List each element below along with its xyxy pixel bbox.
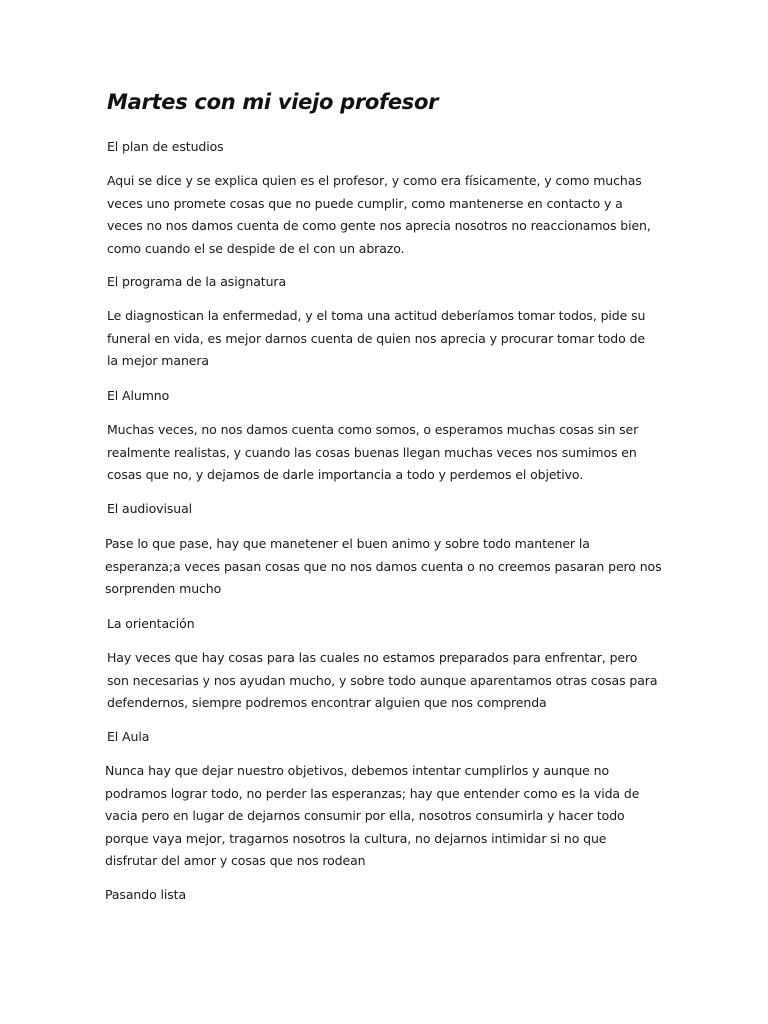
paragraph-line: Nunca hay que dejar nuestro objetivos, debemos intentar cumplirlos y aunque no	[105, 763, 610, 778]
section-paragraph-el-aula	[105, 760, 639, 873]
paragraph-line: sorprenden mucho	[105, 581, 222, 596]
section-heading-el-alumno: El Alumno	[107, 388, 170, 403]
paragraph-line: Le diagnostican la enfermedad, y el toma una actitud deberíamos tomar todos, pide su	[107, 308, 646, 323]
paragraph-line: Muchas veces, no nos damos cuenta como somos, o esperamos muchas cosas sin ser	[107, 422, 639, 437]
paragraph-line: son necesarias y nos ayudan mucho, y sobre todo aunque aparentamos otras cosas para	[107, 672, 658, 688]
paragraph-line: defendernos, siempre podremos encontrar alguien que nos comprenda	[107, 695, 547, 710]
paragraph-line: veces uno promete cosas que no puede cumplir, como mantenerse en contacto y a	[107, 195, 623, 211]
section-heading-el-audiovisual: El audiovisual	[107, 501, 193, 516]
paragraph-line: realmente realistas, y cuando las cosas buenas llegan muchas veces nos sumimos en	[107, 444, 637, 460]
paragraph-line: como cuando el se despide de el con un abrazo.	[107, 240, 405, 256]
paragraph-line: Hay veces que hay cosas para las cuales no estamos preparados para enfrentar, pero	[107, 650, 638, 665]
section-paragraph-el-audiovisual	[105, 533, 662, 601]
section-heading-el-aula: El Aula	[107, 729, 150, 744]
section-heading-plan-de-estudios: El plan de estudios	[107, 139, 224, 154]
section-paragraph-el-alumno	[107, 419, 638, 487]
paragraph-line: podramos lograr todo, no perder las esperanzas; hay que entender como es la vida de	[105, 785, 640, 801]
paragraph-line: esperanza;a veces pasan cosas que no nos damos cuenta o no creemos pasaran pero nos	[105, 558, 662, 574]
section-paragraph-plan-de-estudios	[107, 170, 651, 260]
section-heading-programa-asignatura: El programa de la asignatura	[107, 274, 287, 289]
section-paragraph-la-orientacion	[107, 647, 657, 715]
section-heading-pasando-lista: Pasando lista	[105, 887, 187, 902]
section-paragraph-programa-asignatura	[107, 305, 645, 373]
section-heading-la-orientacion: La orientación	[107, 616, 195, 631]
document-title: Martes con mi viejo profesor	[107, 90, 439, 114]
paragraph-line: cosas que no, y dejamos de darle importancia a todo y perdemos el objetivo.	[107, 467, 584, 482]
paragraph-line: veces no nos damos cuenta de como gente nos aprecia nosotros no reaccionamos bien,	[107, 218, 651, 233]
paragraph-line: Aqui se dice y se explica quien es el profesor, y como era físicamente, y como muchas	[107, 173, 642, 188]
paragraph-line: porque vaya mejor, tragarnos nosotros la cultura, no dejarnos intimidar si no que	[105, 830, 607, 846]
paragraph-line: funeral en vida, es mejor darnos cuenta de quien nos aprecia y procurar tomar todo de	[107, 330, 645, 346]
paragraph-line: Pase lo que pase, hay que manetener el buen animo y sobre todo mantener la	[105, 536, 590, 551]
paragraph-line: vacia pero en lugar de dejarnos consumir por ella, nosotros consumirla y hacer todo	[105, 808, 625, 823]
paragraph-line: disfrutar del amor y cosas que nos rodean	[105, 853, 366, 868]
paragraph-line: la mejor manera	[107, 353, 209, 368]
